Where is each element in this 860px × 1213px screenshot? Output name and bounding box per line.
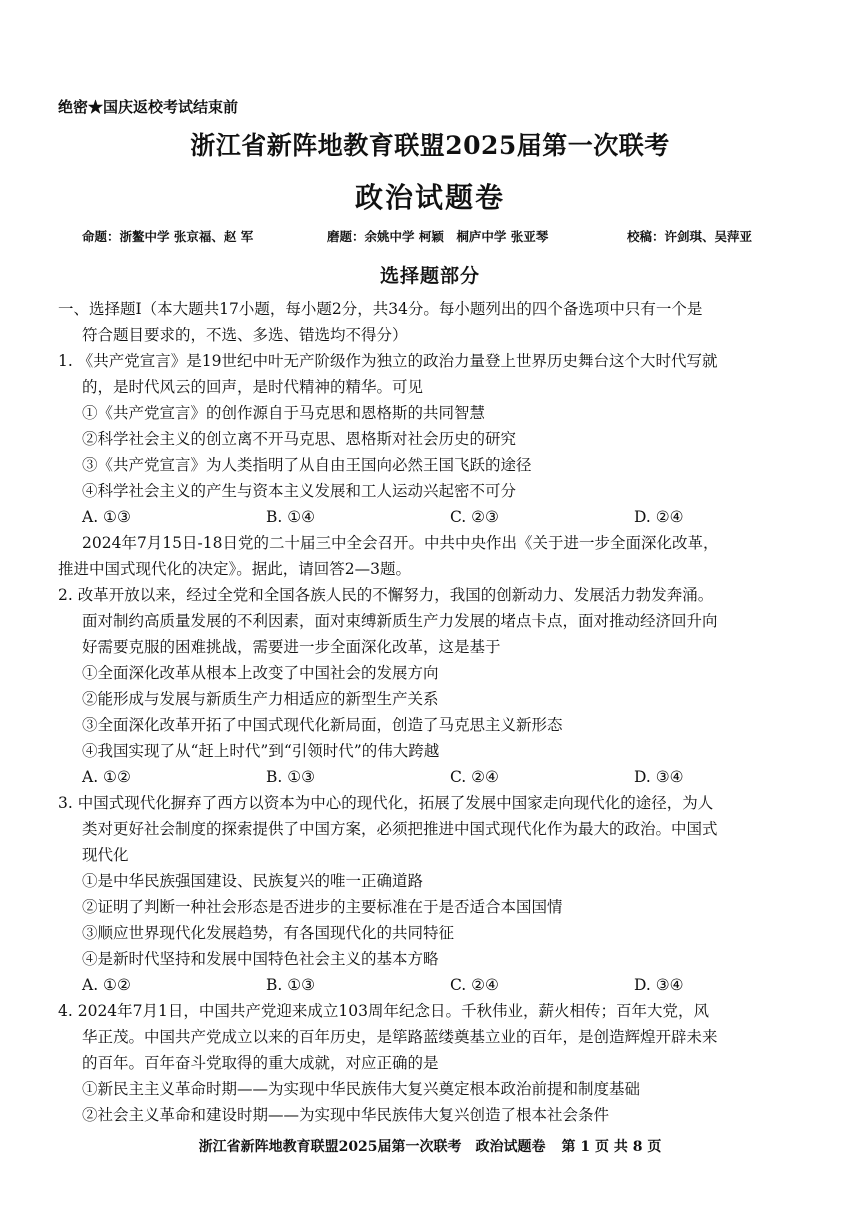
option-d[interactable]: D. ②④ — [634, 508, 684, 526]
statement-item: ②社会主义革命和建设时期——为实现中华民族伟大复兴创造了根本社会条件 — [82, 1106, 610, 1124]
confidential-mark: 绝密★国庆返校考试结束前 — [58, 98, 239, 116]
material-text: 2024年7月15日-18日党的二十届三中全会召开。中共中央作出《关于进一步全面深化改革， — [82, 534, 719, 552]
option-a[interactable]: A. ①② — [82, 768, 131, 786]
option-b[interactable]: B. ①③ — [266, 976, 316, 994]
statement-item: ②科学社会主义的创立离不开马克思、恩格斯对社会历史的研究 — [82, 430, 517, 448]
staff-author: 命题：浙鳌中学 张京福、赵 军 — [82, 229, 254, 244]
option-a[interactable]: A. ①③ — [82, 508, 131, 526]
statement-item: ④科学社会主义的产生与资本主义发展和工人运动兴起密不可分 — [82, 482, 517, 500]
question-stem: 面对制约高质量发展的不利因素，面对束缚新质生产力发展的堵点卡点，面对推动经济回升向 — [82, 612, 718, 630]
statement-item: ①新民主主义革命时期——为实现中华民族伟大复兴奠定根本政治前提和制度基础 — [82, 1080, 641, 1098]
statement-item: ③《共产党宣言》为人类指明了从自由王国向必然王国飞跃的途径 — [82, 456, 532, 474]
question-stem: 1. 《共产党宣言》是19世纪中叶无产阶级作为独立的政治力量登上世界历史舞台这个大时代写就 — [58, 352, 718, 370]
questions-body — [58, 296, 818, 1128]
footer-exam-name: 浙江省新阵地教育联盟2025届第一次联考 政治试题卷 — [198, 1139, 546, 1155]
staff-reviewer: 磨题：余姚中学 柯颖 桐庐中学 张亚琴 — [327, 229, 549, 244]
answer-options — [58, 972, 818, 998]
staff-proofreader: 校稿：许剑琪、吴萍亚 — [627, 229, 753, 244]
option-c[interactable]: C. ②④ — [450, 768, 499, 786]
page-footer — [0, 1136, 860, 1156]
statement-item: ②能形成与发展与新质生产力相适应的新型生产关系 — [82, 690, 439, 708]
option-b[interactable]: B. ①③ — [266, 768, 316, 786]
option-a[interactable]: A. ①② — [82, 976, 131, 994]
question-stem: 好需要克服的困难挑战，需要进一步全面深化改革，这是基于 — [82, 638, 501, 656]
statement-item: ①是中华民族强国建设、民族复兴的唯一正确道路 — [82, 872, 424, 890]
question-stem: 3. 中国式现代化摒弃了西方以资本为中心的现代化，拓展了发展中国家走向现代化的途径，为人 — [58, 794, 714, 812]
footer-page-number: 第 1 页 共 8 页 — [561, 1139, 662, 1155]
statement-item: ①全面深化改革从根本上改变了中国社会的发展方向 — [82, 664, 439, 682]
statement-item: ②证明了判断一种社会形态是否进步的主要标准在于是否适合本国国情 — [82, 898, 563, 916]
section-heading: 选择题部分 — [379, 265, 480, 287]
question-stem: 的百年。百年奋斗党取得的重大成就，对应正确的是 — [82, 1054, 439, 1072]
statement-item: ①《共产党宣言》的创作源自于马克思和恩格斯的共同智慧 — [82, 404, 486, 422]
question-stem: 类对更好社会制度的探索提供了中国方案，必须把推进中国式现代化作为最大的政治。中国式 — [82, 820, 718, 838]
instruction-line: 一、选择题Ⅰ（本大题共17小题，每小题2分，共34分。每小题列出的四个备选项中只有一个是 — [58, 300, 703, 318]
statement-item: ③顺应世界现代化发展趋势，有各国现代化的共同特征 — [82, 924, 455, 942]
statement-item: ④我国实现了从“赶上时代”到“引领时代”的伟大跨越 — [82, 742, 440, 760]
exam-subtitle: 政治试题卷 — [354, 181, 505, 214]
question-stem: 2. 改革开放以来，经过全党和全国各族人民的不懈努力，我国的创新动力、发展活力勃发奔涌。 — [58, 586, 714, 604]
exam-title: 浙江省新阵地教育联盟2025届第一次联考 — [190, 131, 670, 160]
question-stem: 现代化 — [82, 846, 129, 864]
answer-options — [58, 504, 818, 530]
statement-item: ④是新时代坚持和发展中国特色社会主义的基本方略 — [82, 950, 439, 968]
material-text: 推进中国式现代化的决定》。据此，请回答2—3题。 — [58, 560, 411, 578]
option-c[interactable]: C. ②④ — [450, 976, 499, 994]
question-stem: 华正茂。中国共产党成立以来的百年历史，是筚路蓝缕奠基立业的百年，是创造辉煌开辟未来 — [82, 1028, 718, 1046]
answer-options — [58, 764, 818, 790]
instruction-line: 符合题目要求的，不选、多选、错选均不得分） — [82, 326, 408, 344]
option-c[interactable]: C. ②③ — [450, 508, 499, 526]
option-d[interactable]: D. ③④ — [634, 976, 684, 994]
option-b[interactable]: B. ①④ — [266, 508, 316, 526]
question-stem: 的，是时代风云的回声，是时代精神的精华。可见 — [82, 378, 424, 396]
statement-item: ③全面深化改革开拓了中国式现代化新局面，创造了马克思主义新形态 — [82, 716, 563, 734]
question-stem: 4. 2024年7月1日，中国共产党迎来成立103周年纪念日。千秋伟业，薪火相传；百年大党，风 — [58, 1002, 709, 1020]
option-d[interactable]: D. ③④ — [634, 768, 684, 786]
